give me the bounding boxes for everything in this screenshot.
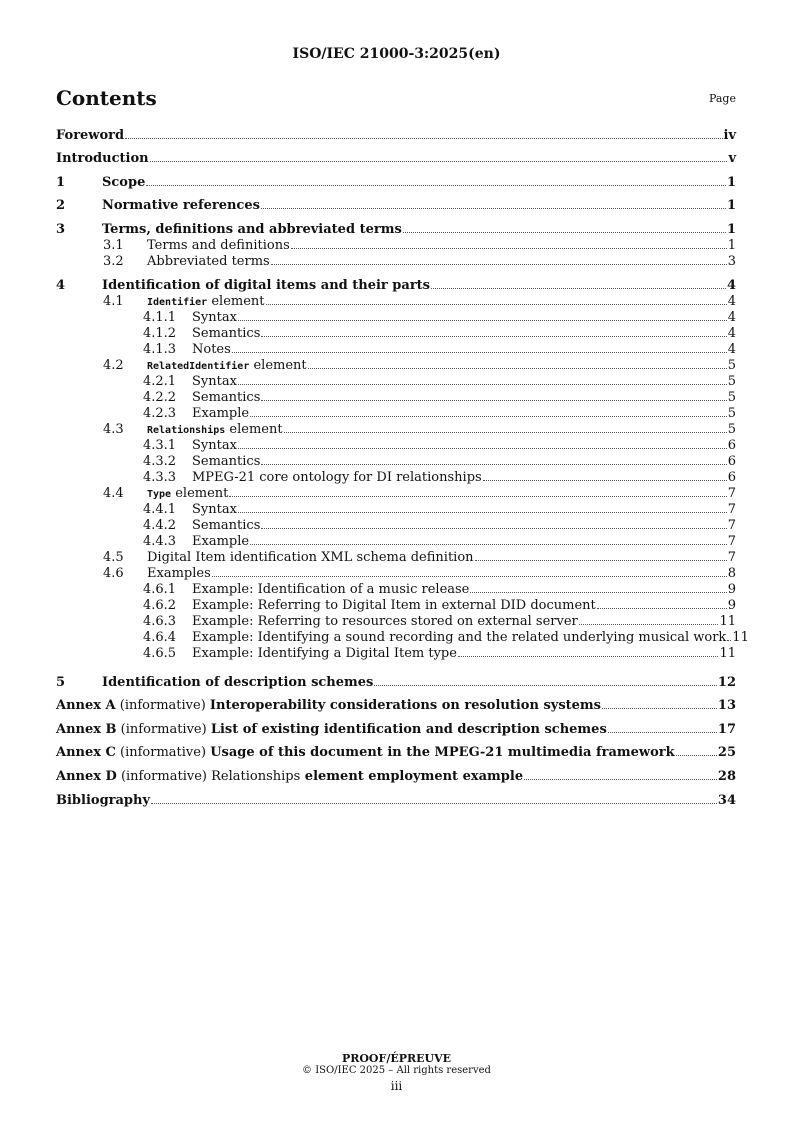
annex-title-prefix: Relationships <box>211 769 301 784</box>
toc-entry-page: 6 <box>727 438 736 453</box>
toc-entry-page: 9 <box>727 598 736 613</box>
toc-entry[interactable] <box>56 326 736 342</box>
toc-entry-number: 4.1 <box>103 294 124 309</box>
toc-entry-page: 4 <box>727 342 736 357</box>
toc-entry-number: 4.6 <box>103 566 124 581</box>
toc-entry-title: Example <box>192 406 250 421</box>
toc-entry-title: Usage of this document in the MPEG-21 multimedia framework <box>210 745 675 760</box>
toc-entry[interactable] <box>56 358 736 374</box>
toc-entry-page: 5 <box>727 406 736 421</box>
toc-entry-number: 3 <box>56 222 66 237</box>
dot-leader <box>431 288 726 289</box>
toc-entry[interactable] <box>56 566 736 582</box>
toc-entry-title: Interoperability considerations on resolution systems <box>209 698 601 713</box>
toc-entry-title: Digital Item identification XML schema definition <box>147 550 474 565</box>
toc-entry-page: 9 <box>727 582 736 597</box>
toc-entry-number: 2 <box>56 198 66 213</box>
toc-entry-page: 7 <box>727 550 736 565</box>
dot-leader <box>266 304 727 305</box>
dot-leader <box>597 608 727 609</box>
toc-entry-number: 3.1 <box>103 238 124 253</box>
dot-leader <box>232 352 727 353</box>
dot-leader <box>470 592 726 593</box>
toc-entry-title: Semantics <box>192 454 261 469</box>
toc-entry-title: Semantics <box>192 326 261 341</box>
toc-entry-title: Normative references <box>102 198 260 213</box>
toc-entry[interactable] <box>56 422 736 438</box>
toc-entry-title: Identification of digital items and their parts <box>102 278 430 293</box>
dot-leader <box>261 528 726 529</box>
toc-entry-page: 17 <box>717 722 736 737</box>
toc-entry[interactable] <box>56 675 736 691</box>
toc-entry-page: 13 <box>717 698 736 713</box>
toc-entry-title: MPEG-21 core ontology for DI relationships <box>192 470 482 485</box>
toc-entry-title: Syntax <box>192 502 237 517</box>
dot-leader <box>602 708 717 709</box>
toc-entry-code: Type <box>147 489 172 500</box>
toc-entry-number: 4.2.2 <box>143 390 177 405</box>
toc-entry-title: Notes <box>192 342 231 357</box>
toc-entry-title: Terms, definitions and abbreviated terms <box>102 222 402 237</box>
toc-entry-title: Scope <box>102 175 146 190</box>
toc-entry-number: 3.2 <box>103 254 124 269</box>
proof-label: PROOF/ÉPREUVE <box>341 1052 452 1065</box>
toc-entry[interactable] <box>56 254 736 270</box>
page-number: iii <box>390 1079 403 1093</box>
toc-entry-number: 4.3 <box>103 422 124 437</box>
toc-entry-number: 4.2.1 <box>143 374 177 389</box>
dot-leader <box>125 138 722 139</box>
toc-entry[interactable] <box>56 310 736 326</box>
toc-entry-page: iv <box>723 128 736 143</box>
annex-qualifier: (informative) <box>115 745 211 760</box>
toc-entry[interactable] <box>56 342 736 358</box>
toc-entry-number: 4.3.1 <box>143 438 177 453</box>
toc-entry[interactable] <box>56 470 736 486</box>
dot-leader <box>229 496 726 497</box>
toc-entry-title: Example: Identification of a music release <box>192 582 470 597</box>
toc-entry-title: Example: Referring to Digital Item in external DID document <box>192 598 596 613</box>
toc-entry-page: 7 <box>727 486 736 501</box>
toc-entry-page: 6 <box>727 454 736 469</box>
toc-entry-page: v <box>728 151 736 166</box>
document-header: ISO/IEC 21000-3:2025(en) <box>292 46 501 62</box>
dot-leader <box>308 368 727 369</box>
toc-entry-code: Identifier <box>147 297 208 308</box>
toc-entry-page: 4 <box>726 278 736 293</box>
dot-leader <box>475 560 727 561</box>
toc-entry-title: Semantics <box>192 518 261 533</box>
toc-entry-title: Example: Identifying a Digital Item type <box>192 646 457 661</box>
toc-entry[interactable] <box>56 722 736 738</box>
toc-entry-number: 4.3.2 <box>143 454 177 469</box>
dot-leader <box>261 400 726 401</box>
toc-entry-page: 1 <box>726 175 736 190</box>
toc-entry-title: Identification of description schemes <box>102 675 374 690</box>
toc-entry-number: 4.6.1 <box>143 582 177 597</box>
toc-entry[interactable] <box>56 630 749 646</box>
toc-entry-page: 7 <box>727 534 736 549</box>
toc-entry-number: 4.4.2 <box>143 518 177 533</box>
dot-leader <box>458 656 719 657</box>
toc-entry-page: 5 <box>727 358 736 373</box>
dot-leader <box>524 779 717 780</box>
toc-entry[interactable] <box>56 238 736 254</box>
toc-entry-number: 4.4 <box>103 486 124 501</box>
toc-entry-page: 12 <box>717 675 736 690</box>
toc-entry[interactable] <box>56 745 736 761</box>
toc-entry-title: Example: Referring to resources stored on external server <box>192 614 578 629</box>
toc-entry-number: 4.6.3 <box>143 614 177 629</box>
toc-entry-page: 5 <box>727 390 736 405</box>
toc-entry-title: element <box>249 358 307 373</box>
toc-entry-page: 28 <box>717 769 736 784</box>
dot-leader <box>374 685 717 686</box>
toc-entry-page: 4 <box>727 326 736 341</box>
toc-entry-title: element employment example <box>300 769 524 784</box>
dot-leader <box>291 248 727 249</box>
toc-entry-page: 4 <box>727 294 736 309</box>
dot-leader <box>238 320 727 321</box>
toc-entry-title: Syntax <box>192 438 237 453</box>
toc-entry-number: 4 <box>56 278 66 293</box>
toc-entry-title: Syntax <box>192 374 237 389</box>
toc-entry-title: Example <box>192 534 250 549</box>
toc-entry-title: Bibliography <box>56 793 151 808</box>
toc-entry[interactable] <box>56 222 736 238</box>
toc-entry-page: 11 <box>732 630 749 645</box>
toc-entry-number: 4.6.2 <box>143 598 177 613</box>
dot-leader <box>579 624 719 625</box>
toc-entry-page: 1 <box>726 198 736 213</box>
dot-leader <box>284 432 727 433</box>
annex-label: Annex A <box>56 698 116 713</box>
toc-entry-page: 1 <box>726 222 736 237</box>
toc-entry[interactable] <box>56 502 736 518</box>
toc-entry-title: Introduction <box>56 151 149 166</box>
toc-entry[interactable] <box>56 406 736 422</box>
dot-leader <box>212 576 727 577</box>
annex-qualifier: (informative) <box>115 698 210 713</box>
toc-entry[interactable] <box>56 374 736 390</box>
annex-qualifier: (informative) <box>116 722 211 737</box>
toc-entry-title: Abbreviated terms <box>147 254 270 269</box>
dot-leader <box>727 640 731 641</box>
toc-entry[interactable] <box>56 294 736 310</box>
toc-entry[interactable] <box>56 793 736 809</box>
toc-entry[interactable] <box>56 175 736 191</box>
dot-leader <box>238 512 727 513</box>
toc-entry-number: 4.1.3 <box>143 342 177 357</box>
toc-entry-number: 4.6.5 <box>143 646 177 661</box>
toc-entry-page: 1 <box>727 238 736 253</box>
toc-entry[interactable] <box>56 769 736 785</box>
toc-entry-number: 4.1.2 <box>143 326 177 341</box>
toc-entry[interactable] <box>56 582 736 598</box>
toc-entry-page: 25 <box>717 745 736 760</box>
toc-entry-number: 1 <box>56 175 66 190</box>
dot-leader <box>151 803 717 804</box>
toc-entry-page: 11 <box>719 646 736 661</box>
toc-entry-page: 34 <box>717 793 736 808</box>
toc-entry-page: 11 <box>719 614 736 629</box>
toc-entry[interactable] <box>56 614 736 630</box>
toc-entry[interactable] <box>56 438 736 454</box>
toc-entry-number: 4.3.3 <box>143 470 177 485</box>
toc-entry-page: 4 <box>727 310 736 325</box>
contents-title: Contents <box>56 86 157 110</box>
toc-entry-number: 4.2.3 <box>143 406 177 421</box>
toc-entry-page: 3 <box>727 254 736 269</box>
toc-entry[interactable] <box>56 454 736 470</box>
dot-leader <box>608 732 717 733</box>
toc-entry-number: 4.2 <box>103 358 124 373</box>
annex-qualifier: (informative) <box>116 769 212 784</box>
toc-entry-title: Semantics <box>192 390 261 405</box>
toc-entry[interactable] <box>56 518 736 534</box>
annex-label: Annex D <box>56 769 117 784</box>
toc-entry[interactable] <box>56 698 736 714</box>
toc-entry-number: 4.1.1 <box>143 310 177 325</box>
dot-leader <box>261 336 726 337</box>
dot-leader <box>150 161 728 162</box>
toc-entry[interactable] <box>56 534 736 550</box>
toc-entry-number: 5 <box>56 675 66 690</box>
toc-entry-title: element <box>225 422 283 437</box>
toc-entry-number: 4.6.4 <box>143 630 177 645</box>
toc-entry[interactable] <box>56 646 736 662</box>
toc-entry[interactable] <box>56 128 736 144</box>
dot-leader <box>250 544 727 545</box>
toc-entry-title: Terms and definitions <box>147 238 290 253</box>
dot-leader <box>238 448 727 449</box>
toc-entry[interactable] <box>56 151 736 167</box>
toc-entry-page: 8 <box>727 566 736 581</box>
dot-leader <box>271 264 727 265</box>
toc-entry[interactable] <box>56 278 736 294</box>
toc-entry[interactable] <box>56 598 736 614</box>
toc-entry[interactable] <box>56 390 736 406</box>
toc-entry-number: 4.5 <box>103 550 124 565</box>
dot-leader <box>261 464 726 465</box>
toc-entry-page: 7 <box>727 518 736 533</box>
page-footer <box>0 1052 793 1095</box>
toc-entry[interactable] <box>56 198 736 214</box>
dot-leader <box>261 208 726 209</box>
toc-entry-title: Examples <box>147 566 211 581</box>
copyright-notice: © ISO/IEC 2025 – All rights reserved <box>302 1065 491 1076</box>
toc-entry-number: 4.4.3 <box>143 534 177 549</box>
toc-entry[interactable] <box>56 550 736 566</box>
toc-entry-code: RelatedIdentifier <box>147 361 250 372</box>
toc-entry-number: 4.4.1 <box>143 502 177 517</box>
toc-entry-title: element <box>207 294 265 309</box>
toc-entry-title: element <box>171 486 229 501</box>
toc-entry-title: Example: Identifying a sound recording and the related underlying musical work <box>192 630 727 645</box>
dot-leader <box>146 185 726 186</box>
toc-entry-page: 7 <box>727 502 736 517</box>
toc-entry-title: Foreword <box>56 128 125 143</box>
toc-entry-title: Syntax <box>192 310 237 325</box>
page-column-label: Page <box>708 92 736 105</box>
toc-entry-page: 5 <box>727 374 736 389</box>
dot-leader <box>676 755 717 756</box>
toc-entry-page: 6 <box>727 470 736 485</box>
annex-label: Annex C <box>56 745 116 760</box>
toc-entry-page: 5 <box>727 422 736 437</box>
dot-leader <box>403 232 726 233</box>
toc-entry[interactable] <box>56 486 736 502</box>
annex-label: Annex B <box>56 722 117 737</box>
toc-entry-code: Relationships <box>147 425 226 436</box>
dot-leader <box>483 480 727 481</box>
dot-leader <box>250 416 727 417</box>
toc-entry-title: List of existing identification and description schemes <box>210 722 607 737</box>
dot-leader <box>238 384 727 385</box>
